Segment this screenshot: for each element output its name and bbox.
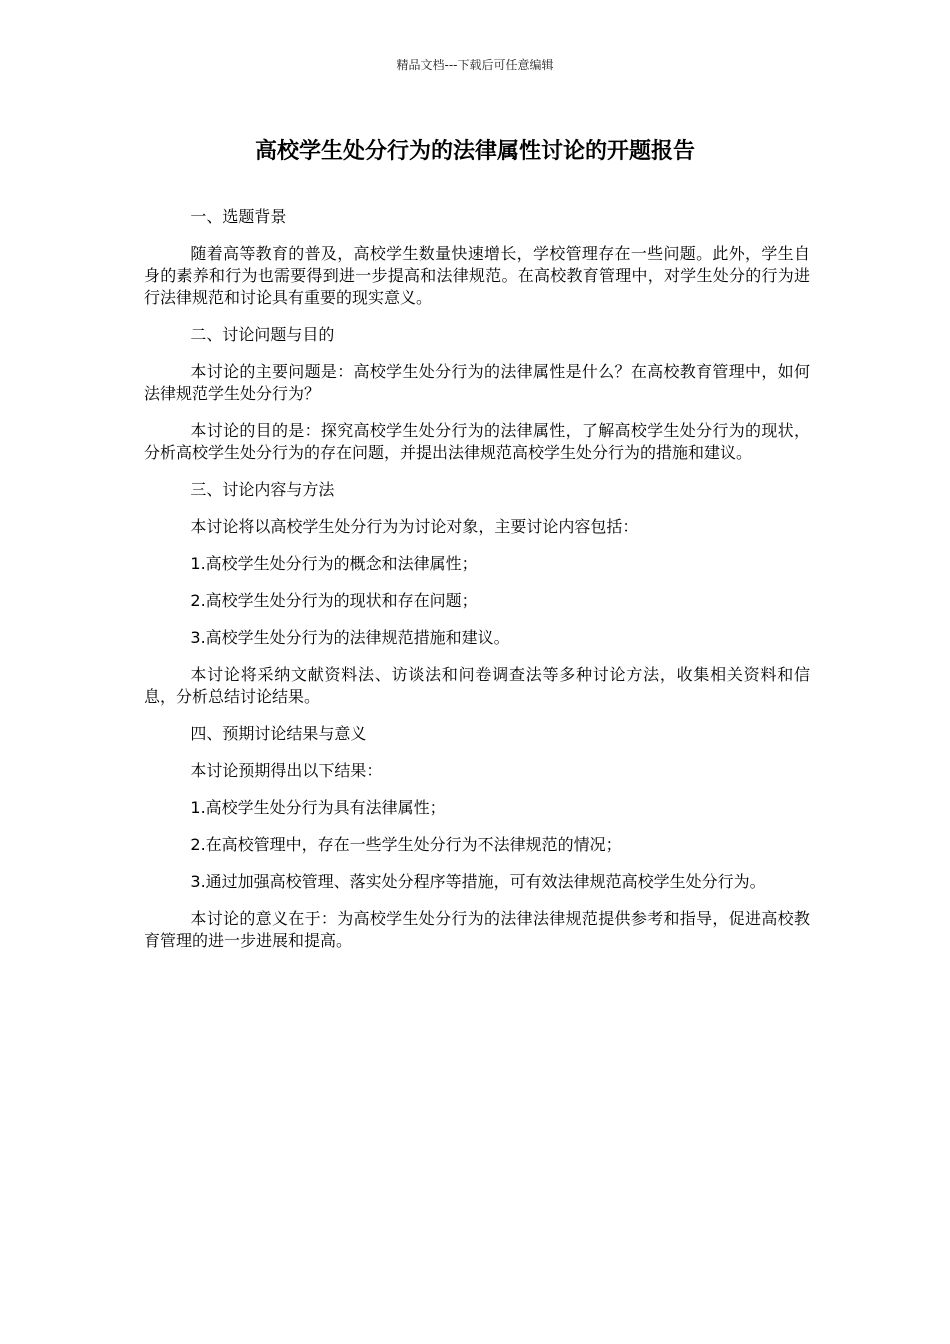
paragraph-significance: 本讨论的意义在于：为高校学生处分行为的法律法律规范提供参考和指导，促进高校教育管理的进一步进展和提高。	[144, 909, 810, 950]
document-body	[144, 206, 810, 967]
page-title: 高校学生处分行为的法律属性讨论的开题报告	[254, 139, 695, 164]
paragraph-background: 随着高等教育的普及，高校学生数量快速增长，学校管理存在一些问题。此外，学生自身的素养和行为也需要得到进一步提高和法律规范。在高校教育管理中，对学生处分的行为进行法律规范和讨论具有重要的现实意义。	[144, 244, 810, 307]
list-item: 2.在高校管理中，存在一些学生处分行为不法律规范的情况；	[190, 835, 622, 854]
section-heading-expected-results: 四、预期讨论结果与意义	[190, 724, 367, 743]
section-heading-content-method: 三、讨论内容与方法	[190, 480, 335, 499]
list-item: 3.高校学生处分行为的法律规范措施和建议。	[190, 628, 510, 647]
paragraph-results-intro: 本讨论预期得出以下结果：	[190, 761, 383, 780]
paragraph-main-question: 本讨论的主要问题是：高校学生处分行为的法律属性是什么？在高校教育管理中，如何法律规范学生处分行为？	[144, 362, 810, 403]
list-item: 1.高校学生处分行为的概念和法律属性；	[190, 554, 478, 573]
section-heading-questions: 二、讨论问题与目的	[190, 325, 335, 344]
paragraph-content-intro: 本讨论将以高校学生处分行为为讨论对象，主要讨论内容包括：	[190, 517, 639, 536]
header-note: 精品文档---下载后可任意编辑	[396, 58, 554, 72]
section-heading-background: 一、选题背景	[190, 207, 287, 226]
list-item: 3.通过加强高校管理、落实处分程序等措施，可有效法律规范高校学生处分行为。	[190, 872, 766, 891]
paragraph-methods: 本讨论将采纳文献资料法、访谈法和问卷调查法等多种讨论方法，收集相关资料和信息，分析总结讨论结果。	[144, 665, 810, 706]
paragraph-purpose: 本讨论的目的是：探究高校学生处分行为的法律属性，了解高校学生处分行为的现状，分析高校学生处分行为的存在问题，并提出法律规范高校学生处分行为的措施和建议。	[144, 421, 810, 462]
list-item: 1.高校学生处分行为具有法律属性；	[190, 798, 446, 817]
list-item: 2.高校学生处分行为的现状和存在问题；	[190, 591, 478, 610]
